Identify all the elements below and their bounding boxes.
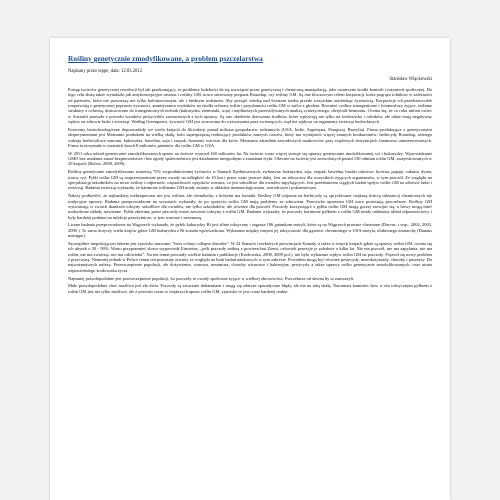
paragraph: Mało prawdopodobne choć możliwa jest zła dieta. Pszczoły są sztucznie dokarmiane i mogą się zdarzać sporadyczne błędy, ale nie na taką skalę. Natomiast kaminiec larw w ulu toksycznym pyłkiem z roślin GM jest nie tylko możliwe, ale z powodu coraz to większych upraw roślin GM, zjawisko to jest coraz bardziej realne. [68, 283, 432, 294]
paragraph: Najmniej prawdopodobne jest przeszczepienie populacji, bo pszczoły to owady społeczne żyjące w wielkiej zbiorowości. Pszczelarze od dawna by to zauważyli. [68, 275, 355, 281]
article-title-link[interactable]: Rośliny genetycznie zmodyfikowane, a problem pszczelarstwa [68, 54, 263, 63]
paragraph: Liczne badania przeprowadzone na Węgrzech wykazały, że pyłek kukurydzy Bt jest silnie toksyczny i zagraża 186 gatunkom motyli, które są na Węgrzech prawnie chronione (Darvas, i wsp., 2002, 2003, 2006 ). To samo dotyczy wielu krajów gdzie GM kukurydza z Bt została wprowadzona. Wykazano między innymi jej toksyczność dla gąsienic chronionego w USA motyla, ulubionego monarchy (Danaus menippe). [68, 222, 432, 239]
paragraph: Szczególnie niepokojącym faktem jest zjawisko nazwane: "bees colony collapse disorder". W 24 Stanach i niektórych prowincjach Kanady, a także w innych krajach gdzie są uprawy roślin GM, ocenia się ich ubytek o 50 - 90%. Warto przypomnieć słowa wypowiedź Einsteina, „jeśli pszczoły znikną z powierzchni Ziemi, człowiek przeżyje je zaledwie o kilka lat. Nie ma pszczół, nie ma zapylania, nie ma roślin, nie ma zwierząt, nie ma człowieka”. Na ten temat powstały wielkie badania i publikacje (Kozłowska, 2008, 2009 pol.), nie było wykazane wpływ roślin GM na pszczoły. Pojawił się nowy problem z przyczyną. Niemniej jednak w Polsce temat ten pozostaje otwarty ze względu na brak badań naukowych w tym zakresie. Powodem mogą być również pestycydy, neonikotynoidy, choroby i pasożyty. Do najważniejszych należą: Przeszczepienie populacji, złe dożywienie, warroza, nosemoza, choroby wirusowe i bakteryjne, pestycydy a także uprawy roślin genetycznie zmodyfikowanych, oraz utrata odpowiedniego środowiska życia. [68, 240, 432, 273]
article-author: Stanisław Wiąckowski [389, 77, 432, 82]
document-content [50, 38, 450, 294]
paragraph: W 2011 roku udział genetycznie zmodyfikowanych upraw na świecie wynosił 160 milionów ha. Na świecie coraz więcej stosuje się uprawy genetycznie modyfikowanej soi i kukurydzy. Wprowadzanie GMO bez ustalania zasad bezpieczeństwa i bez zgody społeczeństwa jest działaniem niezgodnym z zasadami etyki. Obecnie na świecie jest zezwolonych ponad 150 odmian roślin GM, zarejestrowanych w 29 krajach (Rolow, 2008, 2009). [68, 150, 432, 167]
article-meta: Napisany przez ieppe, data: 12.03.2012 [68, 69, 143, 74]
paragraph: Koncerny biotechnologiczne doprowadziły we wielu krajach do likwidacji ponad miliona gospodarstw rodzinnych (USA, Indie, Argentyna, Paragwaj, Brazylia). Firma produkująca z genetycznymi eksperymentami jest Monsanto produkent na wielką skalę, koło superpotężną realizujący produktów naszych czasów, który ma wydajność więcej znanych konkurentów: herbicydy Roundup, różnego rodzaju herbicydowe nasiona, kukurydza, bawełna, soja i rzepak, hormony wzrostu dla krów. Monsanto zatrudnia zawodowych naukowców przy rządowych instytucjach finansowo zainteresowanych. Firma ta otrzymała w ostatnich latach 8 milionów patentów dla roślin GM w USA. [68, 126, 432, 148]
paragraph: Rośliny genetycznie zmodyfikowane stanowią 75% wyprodukowanej żywności w Stanach Zjednoczonych, zwłaszcza: kukurydza, soja, rzepak, bawełna, buraki cukrowe, lucerna, papaja, cukinia, dynia, trawa, ryż. Pyłki roślin GM są rozprzestrzeniane przez owady na odległość do 10 km i przez wiatr jeszcze dalej. Jest on toksyczny dla wszystkich żyjących organizmów, w tym pszczół. Ze względu na specjalizację szkodników na nowe rośliny i odporność, częstotliwość oprysków wzrasta, co jest szkodliwe dla owadów zapylających. Jest przedmiotem ciągłych badań wpływ roślin GM na zdrowie ludzi i zwierząt. Badania zwierząt wykazały, że karmione roślinami GM miały zmiany w układzie immunologicznym, rozrodczym i pokarmowym. [68, 169, 432, 191]
paragraph: Postęp twórców genetycznej rewolucji był tak przekonujący, że problemy ludzkości da się rozwiązać przez genetyczną i chemiczną manipulację, jako ostateczne środki kontroli i inżynierii społecznej. Do tego celu służą także wynalazki jak antykoncepcyjne rasiona i rośliny GM, nowo stosowany preparat Roundup, czy rośliny GM. Są one kluczowym celem korporacji, która pogrąża rolników w zależności od patentów, które nie przynoszą nie tylko kolonizowanym, ale i biednym rodzinom. Aby posiąść władzę nad światem trzeba przede wszystkim zawładnąć żywnością. Korporacje ich przedstawiciele rozprawiają o genetycznej poprawie żywności, zmniejszaniu wydatków na środki ochrony roślin i przydatności roślin GM w walce z głodem. Również, rośliny transgeniczne i fotomorfozy żyjące, roślinne struktury z ochroną, dostosowano do transgenicznych technik (kukurydza, ziemniaki, soja) i najdłuższych przewidywanych analizą syntetycznego, dietylodi-bentonitu. Ocenia się, że co roku milion owiec w Australii przeszło z powodu wyników pestycydów zastawionych z tych uprawy. Są one obiektem dotowania środków, które wpływają nie tylko na środowisko i rolników, ale także mają negatywny wpływ na zdrowie ludzi i zwierząt. Według Greenpeace, żywność GM jest stosowana do wytwarzania pasz zwierzęcych, stąd też wpływa na organizmy zwierząt hodowlanych. [68, 87, 432, 125]
document-page [50, 38, 450, 500]
paragraph: Należy podkreślić, że najbardziej niebezpieczna nie jest roślina, ale chemikalia, z którymi ma kontakt. Rośliny GM odporne na herbicydy są opryskiwane większą ilością substancji chemicznych niż tradycyjne uprawy. Badania przeprowadzone na szczurach wykazały, że po spożyciu roślin GM mają problemy ze zdrowiem. Przeciwko uprawom GM ostro protestują pszczelarze. Rośliny GM wytwarzają w swoich tkankach toksyny szkodliwe dla owadów, nie tylko szkodników, ale również dla pszczół. Pszczoły korzystające z pyłku roślin GM mogą gorzej rozwijać się, a larwy mogą mieć uszkodzone układy trawienne. Pyłek zbierany przez pszczoły może zawierać toksyny z roślin GM. Badania wykazały, że pszczoły karmione pyłkiem z roślin GM miały osłabiony układ odpornościowy i były bardziej podatne na infekcje pasożytnicze, w tym warroze i nosemozę. [68, 193, 432, 220]
